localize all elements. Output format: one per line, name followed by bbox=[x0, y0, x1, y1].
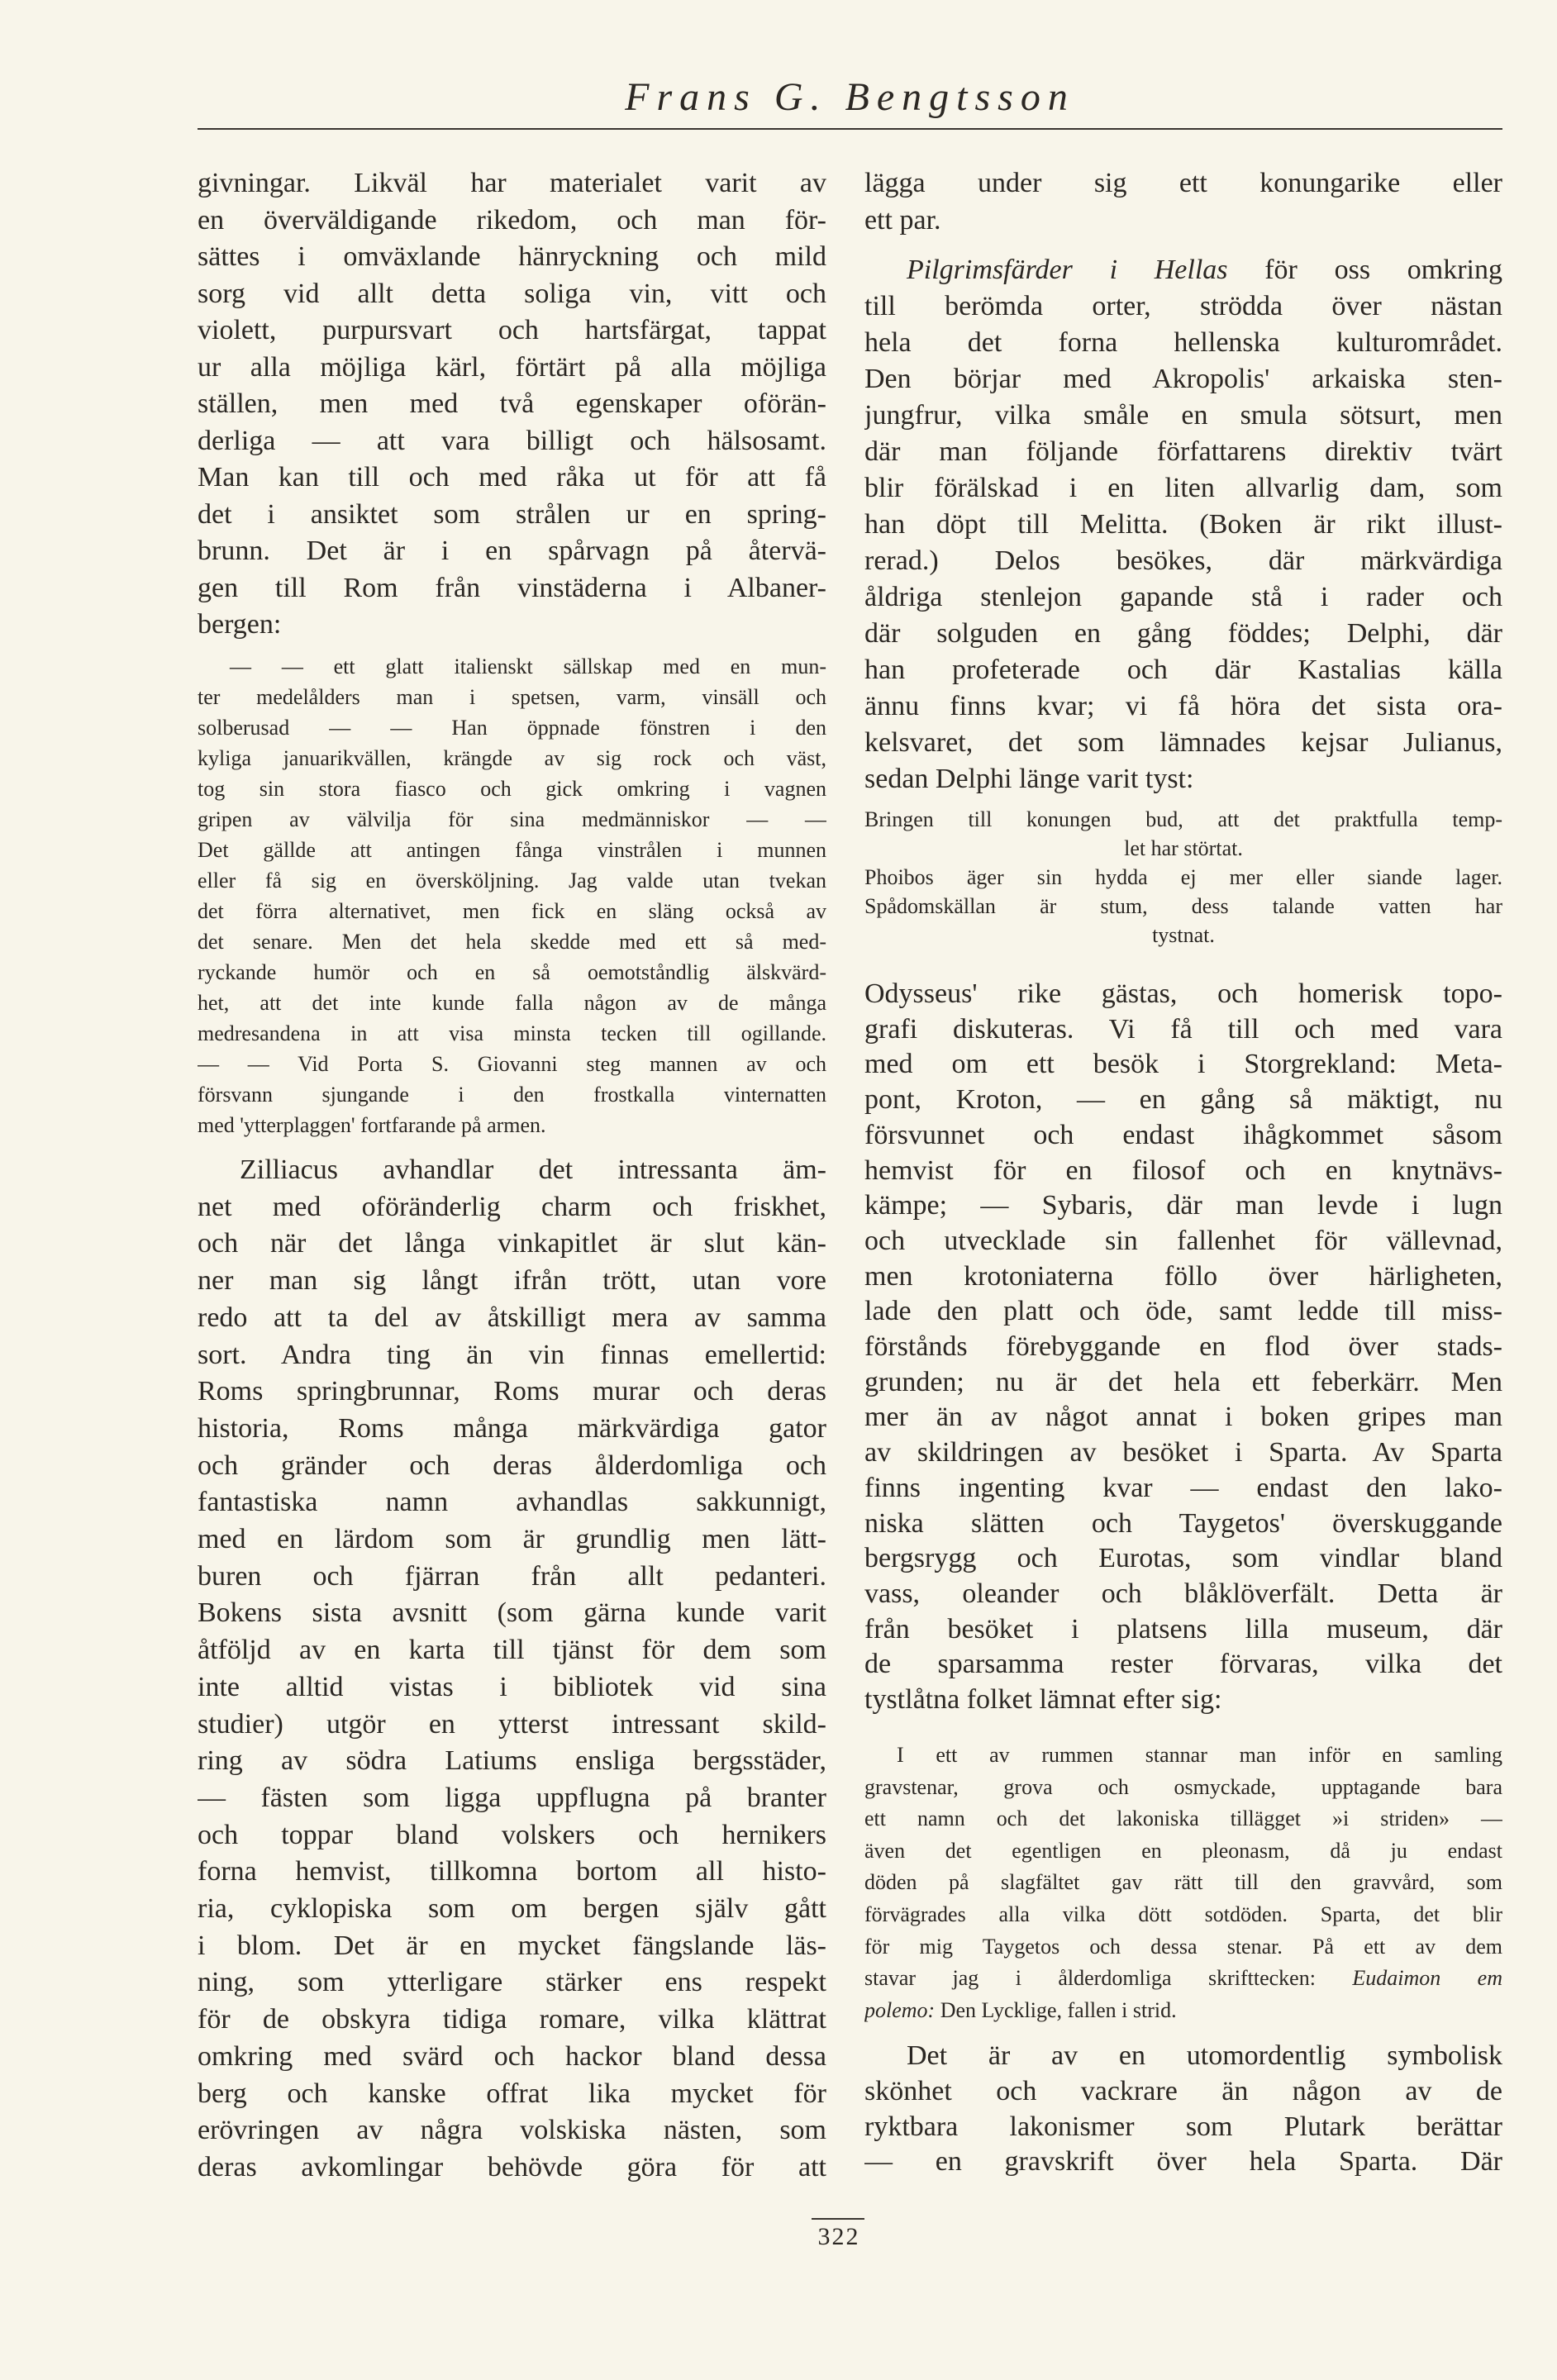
text-line: ner man sig långt ifrån trött, utan vore bbox=[198, 1265, 826, 1297]
text-line: Man kan till och med råka ut för att få bbox=[198, 462, 826, 493]
text-line: för de obskyra tidiga romare, vilka klättrat bbox=[198, 2004, 826, 2035]
text-line: jungfrur, vilka småle en smula sötsurt, men bbox=[864, 400, 1502, 431]
text-line: gen till Rom från vinstäderna i Albaner- bbox=[198, 572, 826, 603]
text-line: niska slätten och Taygetos' överskuggande bbox=[864, 1507, 1502, 1539]
paragraph bbox=[864, 977, 1502, 1718]
text-line: pont, Kroton, — en gång så mäktigt, nu bbox=[864, 1084, 1502, 1116]
text-line: ett namn och det lakoniska tillägget »i striden» — bbox=[864, 1806, 1502, 1831]
text-line bbox=[864, 252, 1502, 288]
text-line: sedan Delphi länge varit tyst: bbox=[864, 764, 1194, 794]
text-line: let har störtat. bbox=[1124, 836, 1243, 860]
italic-title: Eudaimon em bbox=[1352, 1966, 1502, 1991]
text-line: kämpe; — Sybaris, där man levde i lugn bbox=[864, 1190, 1502, 1221]
text-line: medresandena in att visa minsta tecken till ogillande. bbox=[198, 1021, 826, 1045]
page-number: 322 bbox=[817, 2223, 860, 2250]
text-line: grunden; nu är det hela ett feberkärr. Men bbox=[864, 1366, 1502, 1397]
text-line: rerad.) Delos besökes, där märkvärdiga bbox=[864, 545, 1502, 576]
text-line: redo att ta del av åtskilligt mera av samma bbox=[198, 1302, 826, 1333]
text-line: grafi diskuteras. Vi få till och med vara bbox=[864, 1013, 1502, 1045]
text-line: döden på slagfältet gav rätt till den gravvård, som bbox=[864, 1870, 1502, 1895]
text-line: erövringen av några volskiska nästen, som bbox=[198, 2115, 826, 2146]
text-line: studier) utgör en ytterst intressant skild- bbox=[198, 1708, 826, 1740]
text-line: Det är av en utomordentlig symbolisk bbox=[907, 2040, 1502, 2071]
text-line: ur alla möjliga kärl, förtärt på alla möjliga bbox=[198, 351, 826, 383]
text-line: från besöket i platsens lilla museum, där bbox=[864, 1613, 1502, 1645]
text-line: givningar. Likväl har materialet varit av bbox=[198, 168, 826, 198]
text-line: ring av södra Latiums ensliga bergsstäder, bbox=[198, 1745, 826, 1777]
text-line: förstånds förebyggande en flod över stads- bbox=[864, 1331, 1502, 1363]
text-line: Phoibos äger sin hydda ej mer eller siande lager. bbox=[864, 865, 1502, 889]
text-line: i blom. Det är en mycket fängslande läs- bbox=[198, 1930, 826, 1961]
text-line: tystlåtna folket lämnat efter sig: bbox=[864, 1684, 1222, 1716]
paragraph bbox=[864, 252, 1502, 797]
text-line: — en gravskrift över hela Sparta. Där bbox=[864, 2146, 1502, 2178]
italic-title: polemo: bbox=[864, 1997, 936, 2022]
text-line: ter medelålders man i spetsen, varm, vinsäll och bbox=[198, 685, 826, 709]
text-line: skönhet och vackrare än någon av de bbox=[864, 2075, 1502, 2106]
text-line: fantastiska namn avhandlas sakkunnigt, bbox=[198, 1487, 826, 1518]
text-line: forna hemvist, tillkomna bortom all histo- bbox=[198, 1856, 826, 1887]
paragraph bbox=[198, 1152, 826, 2187]
text-line: det senare. Men det hela skedde med ett så med- bbox=[198, 930, 826, 954]
text-line: violett, purpursvart och hartsfärgat, tappat bbox=[198, 315, 826, 345]
text-line: och när det långa vinkapitlet är slut kän- bbox=[198, 1228, 826, 1259]
text-line: och gränder och deras ålderdomliga och bbox=[198, 1449, 826, 1481]
text-line: buren och fjärran från allt pedanteri. bbox=[198, 1560, 826, 1592]
text-line: het, att det inte kunde falla någon av de många bbox=[198, 991, 826, 1015]
text-line: av skildringen av besöket i Sparta. Av Sparta bbox=[864, 1437, 1502, 1468]
text-line: hela det forna hellenska kulturområdet. bbox=[864, 327, 1502, 358]
text-line: bergen: bbox=[198, 609, 282, 640]
text-line: försvunnet och endast ihågkommet såsom bbox=[864, 1119, 1502, 1150]
text-line: Odysseus' rike gästas, och homerisk topo- bbox=[864, 978, 1502, 1009]
text-line: vass, oleander och blåklöverfält. Detta är bbox=[864, 1578, 1502, 1609]
text-line: ryktbara lakonismer som Plutark berättar bbox=[864, 2111, 1502, 2142]
text-line: lade den platt och öde, samt ledde till miss- bbox=[864, 1296, 1502, 1327]
text-line: derliga — att vara billigt och hälsosamt. bbox=[198, 425, 826, 456]
text-line: Bringen till konungen bud, att det praktfulla temp- bbox=[864, 807, 1502, 831]
text-line: ännu finns kvar; vi få höra det sista ora- bbox=[864, 691, 1502, 721]
text-line: det förra alternativet, men fick en släng också av bbox=[198, 899, 826, 923]
text-line: åtföljd av en karta till tjänst för dem som bbox=[198, 1635, 826, 1666]
text-line: ett par. bbox=[864, 204, 941, 236]
text-line: omkring med svärd och hackor bland dessa bbox=[198, 2040, 826, 2072]
text-line: han profeterade och där Kastalias källa bbox=[864, 654, 1502, 685]
text-line: inte alltid vistas i bibliotek vid sina bbox=[198, 1671, 826, 1702]
text-line: I ett av rummen stannar man inför en samling bbox=[897, 1743, 1502, 1767]
text-line: Spådomskällan är stum, dess talande vatten har bbox=[864, 894, 1502, 918]
italic-title: Pilgrimsfärder i Hellas bbox=[907, 255, 1228, 285]
text-line bbox=[864, 1995, 1502, 2027]
text-line: sättes i omväxlande hänryckning och mild bbox=[198, 241, 826, 272]
text-line: net med oföränderlig charm och friskhet, bbox=[198, 1191, 826, 1222]
text-line: Den börjar med Akropolis' arkaiska sten- bbox=[864, 364, 1502, 394]
text-line: sorg vid allt detta soliga vin, vitt och bbox=[198, 278, 826, 309]
block-quote bbox=[198, 651, 826, 1140]
text-line: en överväldigande rikedom, och man för- bbox=[198, 204, 826, 236]
header-rule bbox=[198, 128, 1502, 130]
text-run: Den Lycklige, fallen i strid. bbox=[935, 1997, 1177, 2022]
text-line: Zilliacus avhandlar det intressanta äm- bbox=[240, 1154, 826, 1185]
text-line: där man följande författarens direktiv tvärt bbox=[864, 436, 1502, 467]
text-line: brunn. Det är i en spårvagn på återvä- bbox=[198, 536, 826, 566]
text-line: lägga under sig ett konungarike eller bbox=[864, 168, 1502, 198]
block-quote bbox=[864, 1740, 1502, 2026]
text-line: ning, som ytterligare stärker ens respekt bbox=[198, 1967, 826, 1998]
text-line: med en lärdom som är grundlig men lätt- bbox=[198, 1524, 826, 1555]
text-line: hemvist för en filosof och en knytnävs- bbox=[864, 1154, 1502, 1186]
poem-quote bbox=[864, 805, 1502, 950]
text-line: sort. Andra ting än vin finnas emellertid: bbox=[198, 1339, 826, 1370]
text-line: försvann sjungande i den frostkalla vinternatten bbox=[198, 1083, 826, 1107]
text-line: deras avkomlingar behövde göra för att bbox=[198, 2151, 826, 2182]
text-line: ställen, men med två egenskaper oförän- bbox=[198, 388, 826, 419]
page-number-rule bbox=[812, 2218, 864, 2220]
text-line: blir förälskad i en liten allvarlig dam, som bbox=[864, 473, 1502, 503]
text-line: bergsrygg och Eurotas, som vindlar bland bbox=[864, 1543, 1502, 1574]
text-line: till berömda orter, strödda över nästan bbox=[864, 291, 1502, 321]
text-line: mer än av något annat i boken gripes man bbox=[864, 1402, 1502, 1433]
text-line: med om ett besök i Storgrekland: Meta- bbox=[864, 1049, 1502, 1080]
text-line: för mig Taygetos och dessa stenar. På ett av dem bbox=[864, 1934, 1502, 1959]
text-line: kelsvaret, det som lämnades kejsar Julianus, bbox=[864, 727, 1502, 758]
text-line: kyliga januarikvällen, krängde av sig rock och väst, bbox=[198, 746, 826, 770]
text-line: men krotoniaterna föllo över härligheten, bbox=[864, 1260, 1502, 1292]
text-line: tog sin stora fiasco och gick omkring i vagnen bbox=[198, 777, 826, 801]
text-line: — fästen som ligga uppflugna på branter bbox=[198, 1782, 826, 1813]
text-line: och toppar bland volskers och hernikers bbox=[198, 1819, 826, 1850]
paragraph bbox=[864, 2039, 1502, 2180]
text-line: åldriga stenlejon gapande stå i rader och bbox=[864, 582, 1502, 612]
text-line: med 'ytterplaggen' fortfarande på armen. bbox=[198, 1113, 546, 1137]
text-line: där solguden en gång föddes; Delphi, där bbox=[864, 618, 1502, 649]
text-line: Det gällde att antingen fånga vinstrålen i munnen bbox=[198, 838, 826, 862]
text-line: historia, Roms många märkvärdiga gator bbox=[198, 1412, 826, 1444]
text-line: och utvecklade sin fallenhet för vällevnad, bbox=[864, 1225, 1502, 1256]
text-line: Roms springbrunnar, Roms murar och deras bbox=[198, 1376, 826, 1407]
paragraph bbox=[198, 165, 826, 644]
text-line: det i ansiktet som strålen ur en spring- bbox=[198, 498, 826, 530]
text-line: förvägrades alla vilka dött sotdöden. Sparta, det blir bbox=[864, 1902, 1502, 1926]
text-line: ria, cyklopiska som om bergen själv gått bbox=[198, 1893, 826, 1925]
text-line: han döpt till Melitta. (Boken är rikt illust- bbox=[864, 509, 1502, 540]
text-run: stavar jag i ålderdomliga skrifttecken: bbox=[864, 1966, 1353, 1991]
running-header-author: Frans G. Bengtsson bbox=[625, 75, 1075, 119]
text-line: — — Vid Porta S. Giovanni steg mannen av och bbox=[198, 1052, 826, 1076]
text-line: finns ingenting kvar — endast den lako- bbox=[864, 1472, 1502, 1503]
text-line: de sparsamma rester förvaras, vilka det bbox=[864, 1649, 1502, 1680]
text-line: — — ett glatt italienskt sällskap med en mun- bbox=[230, 654, 826, 678]
text-line bbox=[864, 1963, 1502, 1995]
text-line: Bokens sista avsnitt (som gärna kunde varit bbox=[198, 1597, 826, 1629]
text-line: berg och kanske offrat lika mycket för bbox=[198, 2078, 826, 2109]
text-line: solberusad — — Han öppnade fönstren i den bbox=[198, 716, 826, 740]
text-line: tystnat. bbox=[1152, 923, 1215, 947]
text-line: även det egentligen en pleonasm, då ju endast bbox=[864, 1838, 1502, 1863]
text-line: gripen av välvilja för sina medmänniskor — — bbox=[198, 807, 826, 831]
text-line: eller få sig en översköljning. Jag valde utan tvekan bbox=[198, 869, 826, 892]
text-run: för oss omkring bbox=[1227, 255, 1502, 285]
text-line: ryckande humör och en så oemotståndlig älskvärd- bbox=[198, 960, 826, 984]
text-line: gravstenar, grova och osmyckade, upptagande bara bbox=[864, 1774, 1502, 1799]
paragraph bbox=[864, 165, 1502, 239]
